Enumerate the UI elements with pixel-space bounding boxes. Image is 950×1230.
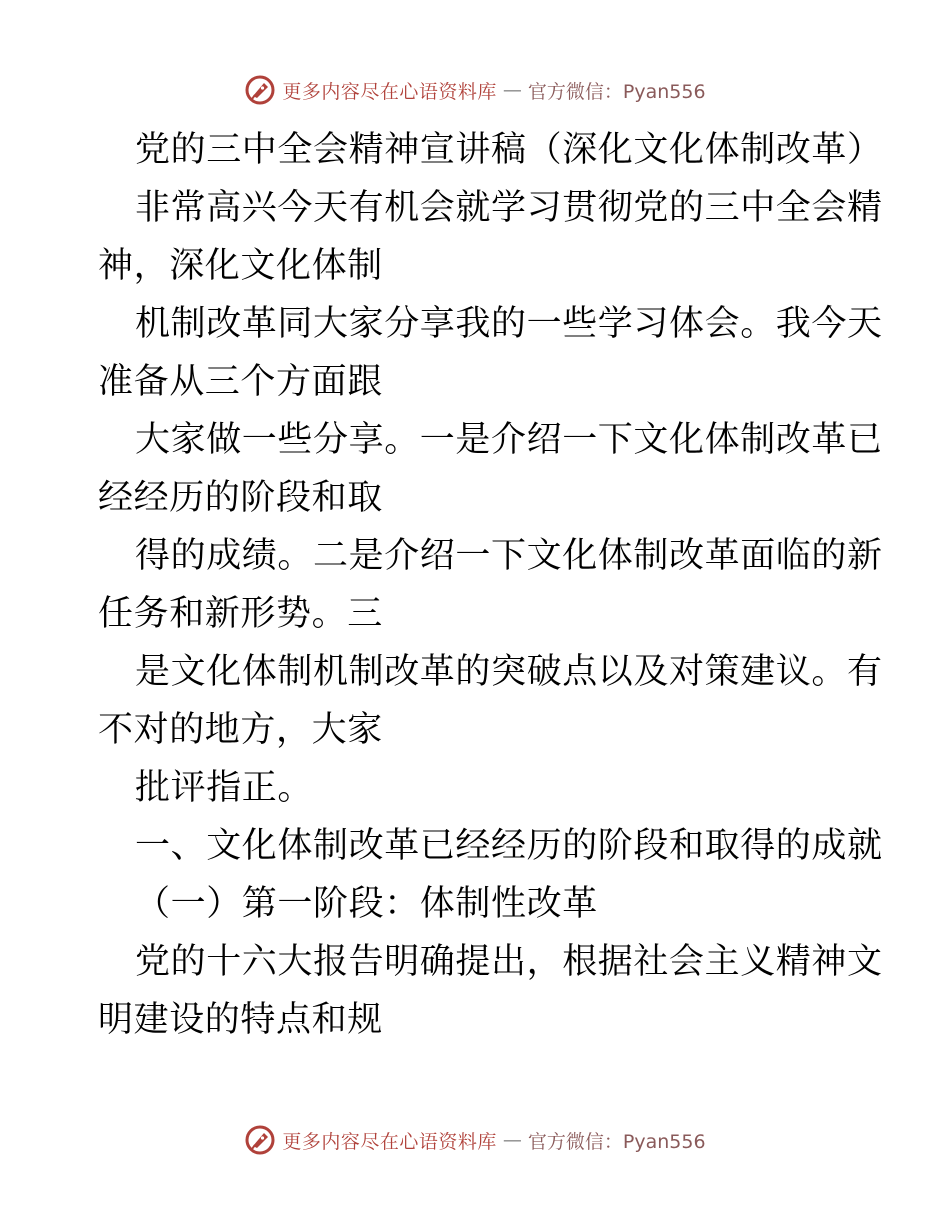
subsection-heading: （一）第一阶段：体制性改革: [135, 884, 598, 924]
paragraph-line: 大家做一些分享。一是介绍一下文化体制改革已: [135, 420, 883, 460]
header-banner-content: [244, 74, 705, 106]
footer-banner-separator: —: [502, 1129, 522, 1151]
paragraph-line: 明建设的特点和规: [98, 1000, 383, 1040]
paragraph-line: 经经历的阶段和取: [98, 478, 383, 518]
paragraph-line: 非常高兴今天有机会就学习贯彻党的三中全会精: [135, 188, 883, 228]
paragraph-line: 得的成绩。二是介绍一下文化体制改革面临的新: [135, 536, 883, 576]
paragraph-line: 不对的地方，大家: [98, 710, 383, 750]
paragraph-line: 党的十六大报告明确提出，根据社会主义精神文: [135, 942, 883, 982]
header-banner-text: 更多内容尽在心语资料库: [282, 80, 497, 103]
paragraph-line: 是文化体制机制改革的突破点以及对策建议。有: [135, 652, 883, 692]
section-heading: 一、文化体制改革已经经历的阶段和取得的成就: [135, 826, 883, 866]
footer-banner-content: [244, 1124, 705, 1156]
header-wechat-text: 官方微信：Pyan556: [527, 80, 706, 103]
pen-nib-logo-icon: [244, 74, 276, 106]
paragraph-line: 准备从三个方面跟: [98, 362, 383, 402]
paragraph-line: 神，深化文化体制: [98, 246, 383, 286]
pen-nib-logo-icon: [244, 1124, 276, 1156]
footer-wechat-text: 官方微信：Pyan556: [527, 1130, 706, 1153]
paragraph-line: 批评指正。: [135, 768, 314, 808]
footer-banner-text: 更多内容尽在心语资料库: [282, 1130, 497, 1153]
header-banner-separator: —: [502, 79, 522, 101]
document-body: [98, 121, 883, 1049]
paragraph-line: 任务和新形势。三: [98, 594, 383, 634]
document-title: 党的三中全会精神宣讲稿（深化文化体制改革）: [135, 130, 883, 170]
page-footer-banner: [0, 1120, 950, 1160]
paragraph-line: 机制改革同大家分享我的一些学习体会。我今天: [135, 304, 883, 344]
page-header-banner: [0, 70, 950, 110]
